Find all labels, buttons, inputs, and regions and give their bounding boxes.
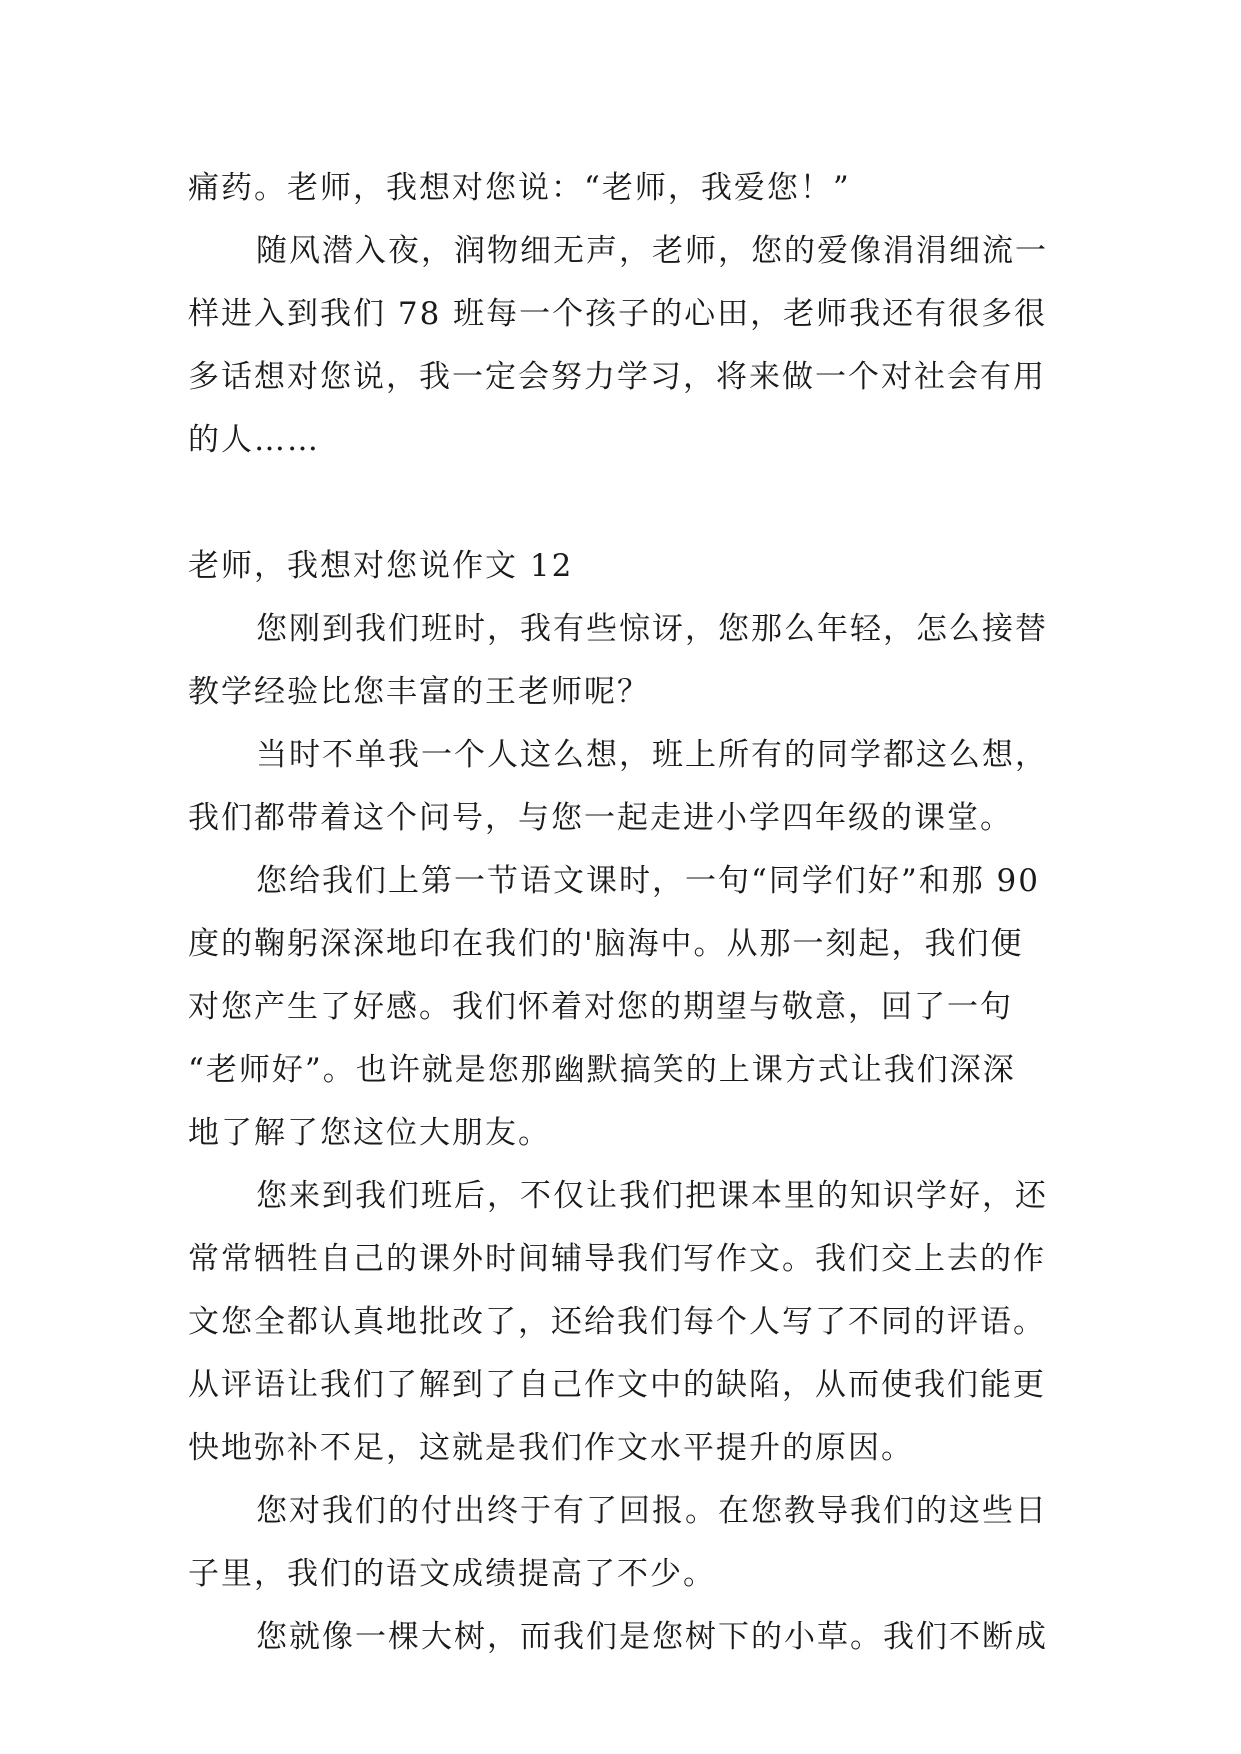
text-line: 文您全都认真地批改了，还给我们每个人写了不同的评语。 <box>188 1304 1046 1340</box>
text-line: 从评语让我们了解到了自己作文中的缺陷，从而使我们能更 <box>188 1367 1046 1403</box>
text-line: 教学经验比您丰富的王老师呢？ <box>188 674 650 710</box>
text-line: 样进入到我们 78 班每一个孩子的心田，老师我还有很多很 <box>188 296 1048 332</box>
text-line: “老师好”。也许就是您那幽默搞笑的上课方式让我们深深 <box>188 1052 1016 1088</box>
text-line: 度的鞠躬深深地印在我们的'脑海中。从那一刻起，我们便 <box>188 926 1024 962</box>
text-line: 您刚到我们班时，我有些惊讶，您那么年轻，怎么接替 <box>256 611 1048 647</box>
section-title: 老师，我想对您说作文 12 <box>188 548 574 584</box>
text-line: 对您产生了好感。我们怀着对您的期望与敬意，回了一句 <box>188 989 1013 1025</box>
text-line: 您给我们上第一节语文课时，一句“同学们好”和那 90 <box>256 863 1040 899</box>
text-line: 您对我们的付出终于有了回报。在您教导我们的这些日 <box>256 1493 1048 1529</box>
text-line: 随风潜入夜，润物细无声，老师，您的爱像涓涓细流一 <box>256 233 1048 269</box>
text-line: 您来到我们班后，不仅让我们把课本里的知识学好，还 <box>256 1178 1048 1214</box>
text-line: 痛药。老师，我想对您说：“老师，我爱您！” <box>188 170 851 206</box>
text-line: 子里，我们的语文成绩提高了不少。 <box>188 1556 716 1592</box>
text-line: 您就像一棵大树，而我们是您树下的小草。我们不断成 <box>256 1619 1048 1655</box>
text-line: 地了解了您这位大朋友。 <box>188 1115 551 1151</box>
text-line: 的人…… <box>188 422 320 458</box>
text-line: 快地弥补不足，这就是我们作文水平提升的原因。 <box>188 1430 914 1466</box>
text-line: 常常牺牲自己的课外时间辅导我们写作文。我们交上去的作 <box>188 1241 1046 1277</box>
text-line: 多话想对您说，我一定会努力学习，将来做一个对社会有用 <box>188 359 1046 395</box>
text-line: 我们都带着这个问号，与您一起走进小学四年级的课堂。 <box>188 800 1013 836</box>
text-line: 当时不单我一个人这么想，班上所有的同学都这么想， <box>256 737 1048 773</box>
